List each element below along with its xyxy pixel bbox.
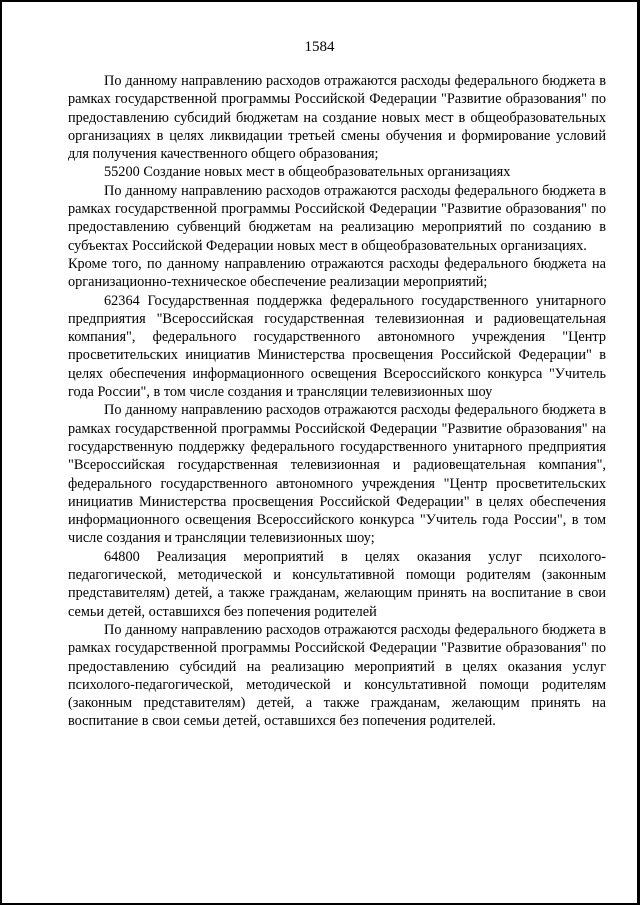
paragraph-1: По данному направлению расходов отражаются расходы федерального бюджета в рамках государственной программы Российской Федерации "Развитие образования" по предоставлению субсидий бюджетам на создание новых мест в общеобразовательных организациях в целях ликвидации третьей смены обучения и формирование условий для получения качественного общего образования; — [68, 73, 606, 163]
paragraph-6: По данному направлению расходов отражаются расходы федерального бюджета в рамках государственной программы Российской Федерации "Развитие образования" на государственную поддержку федерального государственного унитарного предприятия "Всероссийская государственная телевизионная и радиовещательная компания", федерального государственного автономного учреждения "Центр просветительских инициатив Министерства просвещения Российской Федерации" в целях обеспечения информационного освещения Всероссийского конкурса "Учитель года России", в том числе создания и трансляции телевизионных шоу; — [68, 402, 606, 547]
paragraph-8: По данному направлению расходов отражаются расходы федерального бюджета в рамках государственной программы Российской Федерации "Развитие образования" по предоставлению субсидий на реализацию мероприятий в целях оказания услуг психолого-педагогической, методической и консультативной помощи родителям (законным представителям) детей, а также гражданам, желающим принять на воспитание в свои семьи детей, оставшихся без попечения родителей. — [68, 621, 606, 730]
section-heading-64800: 64800 Реализация мероприятий в целях оказания услуг психолого-педагогической, методической и консультативной помощи родителям (законным представителям) детей, а также гражданам, желающим принять на воспитание в свои семьи детей, оставшихся без попечения родителей — [68, 548, 606, 620]
paragraph-3: По данному направлению расходов отражаются расходы федерального бюджета в рамках государственной программы Российской Федерации "Развитие образования" по предоставлению субвенций бюджетам на реализацию мероприятий по созданию в субъектах Российской Федерации новых мест в общеобразовательных организациях. — [68, 182, 606, 254]
page-number: 1584 — [304, 39, 335, 55]
paragraph-4: Кроме того, по данному направлению отражаются расходы федерального бюджета на организационно-техническое обеспечение реализации мероприятий; — [68, 255, 606, 291]
section-heading-55200: 55200 Создание новых мест в общеобразовательных организациях — [104, 164, 511, 181]
section-heading-62364: 62364 Государственная поддержка федерального государственного унитарного предприятия "Всероссийская государственная телевизионная и радиовещательная компания", федерального государственного автономного учреждения "Центр просветительских инициатив Министерства просвещения Российской Федерации" в целях обеспечения информационного освещения Всероссийского конкурса "Учитель года России", в том числе создания и трансляции телевизионных шоу — [68, 292, 606, 401]
document-body — [68, 72, 606, 731]
